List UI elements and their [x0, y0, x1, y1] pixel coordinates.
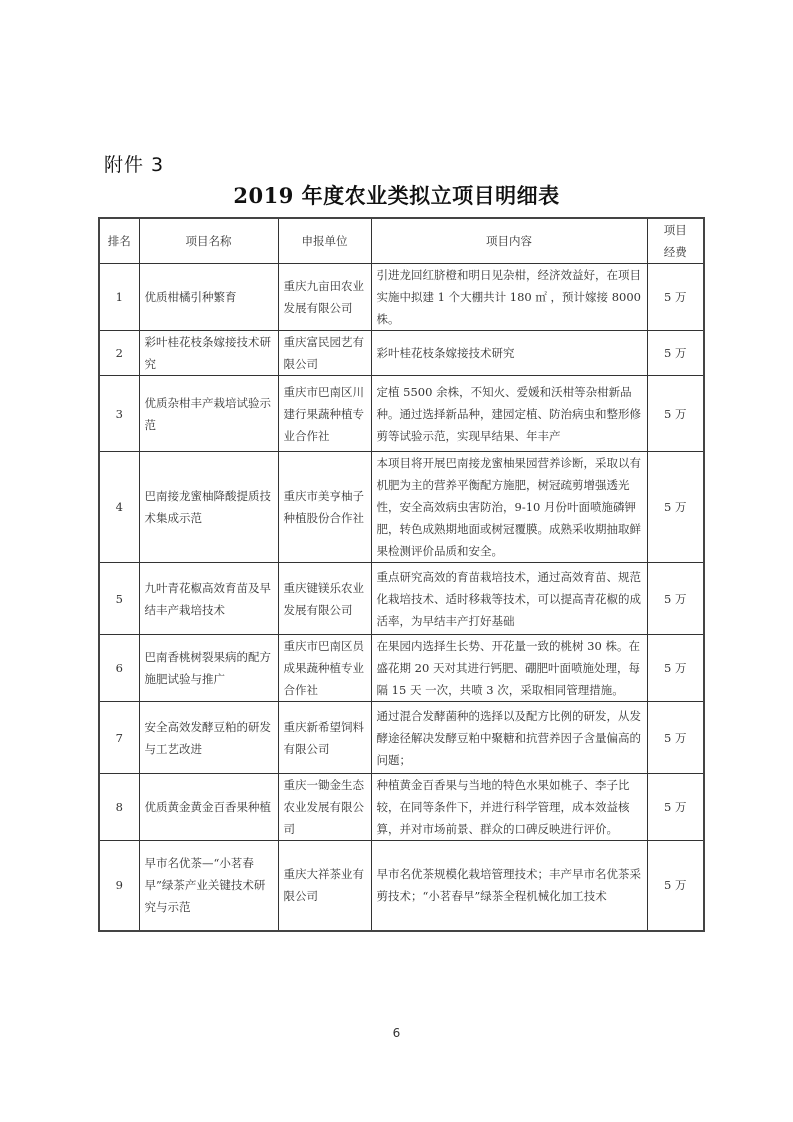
unit-cell: 重庆市巴南区川建行果蔬种植专业合作社 [278, 376, 371, 452]
name-cell: 优质柑橘引种繁育 [139, 264, 278, 331]
rank-cell: 2 [99, 331, 139, 376]
header-rank: 排名 [99, 218, 139, 264]
header-content: 项目内容 [371, 218, 647, 264]
content-cell: 彩叶桂花枝条嫁接技术研究 [371, 331, 647, 376]
unit-cell: 重庆富民园艺有限公司 [278, 331, 371, 376]
table-row [99, 635, 704, 702]
content-cell: 通过混合发酵菌种的选择以及配方比例的研发，从发酵途径解决发酵豆粕中聚糖和抗营养因子含量偏高的问题； [371, 702, 647, 774]
content-cell: 引进龙回红脐橙和明日见杂柑，经济效益好，在项目实施中拟建 1 个大棚共计 180 ㎡ ，预计嫁接 8000 株。 [371, 264, 647, 331]
table-row [99, 702, 704, 774]
name-cell: 优质黄金黄金百香果种植 [139, 774, 278, 841]
rank-cell: 7 [99, 702, 139, 774]
content-cell: 在果园内选择生长势、开花量一致的桃树 30 株。在盛花期 20 天对其进行钙肥、硼肥叶面喷施处理，每隔 15 天 一次，共喷 3 次，采取相同管理措施。 [371, 635, 647, 702]
table-row [99, 452, 704, 563]
fund-cell: 5 万 [647, 331, 704, 376]
document-title: 2019 年度农业类拟立项目明细表 [233, 183, 560, 208]
rank-cell: 4 [99, 452, 139, 563]
unit-cell: 重庆一锄金生态农业发展有限公司 [278, 774, 371, 841]
table-row [99, 331, 704, 376]
unit-cell: 重庆键镁乐农业发展有限公司 [278, 563, 371, 635]
page-number: 6 [392, 1026, 401, 1040]
table-row [99, 774, 704, 841]
content-cell: 早市名优茶规模化栽培管理技术；丰产早市名优茶采剪技术；“小茗春早”绿茶全程机械化加工技术 [371, 841, 647, 931]
table-row [99, 376, 704, 452]
unit-cell: 重庆九亩田农业发展有限公司 [278, 264, 371, 331]
fund-cell: 5 万 [647, 841, 704, 931]
project-table [98, 217, 705, 932]
attachment-label: 附件 3 [104, 154, 165, 176]
name-cell: 九叶青花椒高效育苗及早结丰产栽培技术 [139, 563, 278, 635]
name-cell: 安全高效发酵豆粕的研发与工艺改进 [139, 702, 278, 774]
name-cell: 巴南接龙蜜柚降酸提质技术集成示范 [139, 452, 278, 563]
fund-cell: 5 万 [647, 376, 704, 452]
fund-cell: 5 万 [647, 264, 704, 331]
unit-cell: 重庆市美亨柚子种植股份合作社 [278, 452, 371, 563]
header-unit: 申报单位 [278, 218, 371, 264]
rank-cell: 8 [99, 774, 139, 841]
fund-cell: 5 万 [647, 452, 704, 563]
content-cell: 种植黄金百香果与当地的特色水果如桃子、李子比较，在同等条件下，并进行科学管理，成本效益核算，并对市场前景、群众的口碑反映进行评价。 [371, 774, 647, 841]
header-fund [647, 218, 704, 264]
rank-cell: 6 [99, 635, 139, 702]
name-cell: 彩叶桂花枝条嫁接技术研究 [139, 331, 278, 376]
fund-cell: 5 万 [647, 635, 704, 702]
rank-cell: 9 [99, 841, 139, 931]
fund-cell: 5 万 [647, 563, 704, 635]
content-cell: 本项目将开展巴南接龙蜜柚果园营养诊断，采取以有机肥为主的营养平衡配方施肥，树冠疏剪增强透光性，安全高效病虫害防治，9-10 月份叶面喷施磷钾肥，转色成熟期地面或树冠覆膜。成熟采收期抽取鲜果检测评价品质和安全。 [371, 452, 647, 563]
fund-cell: 5 万 [647, 702, 704, 774]
name-cell: 巴南香桃树裂果病的配方施肥试验与推广 [139, 635, 278, 702]
table-row [99, 264, 704, 331]
header-row [99, 218, 704, 264]
content-cell: 重点研究高效的育苗栽培技术，通过高效育苗、规范化栽培技术、适时移栽等技术，可以提高青花椒的成活率，为早结丰产打好基础 [371, 563, 647, 635]
rank-cell: 3 [99, 376, 139, 452]
name-cell: 优质杂柑丰产栽培试验示范 [139, 376, 278, 452]
rank-cell: 5 [99, 563, 139, 635]
header-fund-line1: 项目 [663, 223, 687, 237]
name-cell: 早市名优茶—“小茗春早”绿茶产业关键技术研究与示范 [139, 841, 278, 931]
fund-cell: 5 万 [647, 774, 704, 841]
header-fund-line2: 经费 [663, 245, 687, 259]
content-cell: 定植 5500 余株，不知火、爱媛和沃柑等杂柑新品种。通过选择新品种，建园定植、防治病虫和整形修剪等试验示范，实现早结果、年丰产 [371, 376, 647, 452]
unit-cell: 重庆大祥茶业有限公司 [278, 841, 371, 931]
table-row [99, 563, 704, 635]
unit-cell: 重庆新希望饲料有限公司 [278, 702, 371, 774]
table-row [99, 841, 704, 931]
header-name: 项目名称 [139, 218, 278, 264]
rank-cell: 1 [99, 264, 139, 331]
unit-cell: 重庆市巴南区员成果蔬种植专业合作社 [278, 635, 371, 702]
